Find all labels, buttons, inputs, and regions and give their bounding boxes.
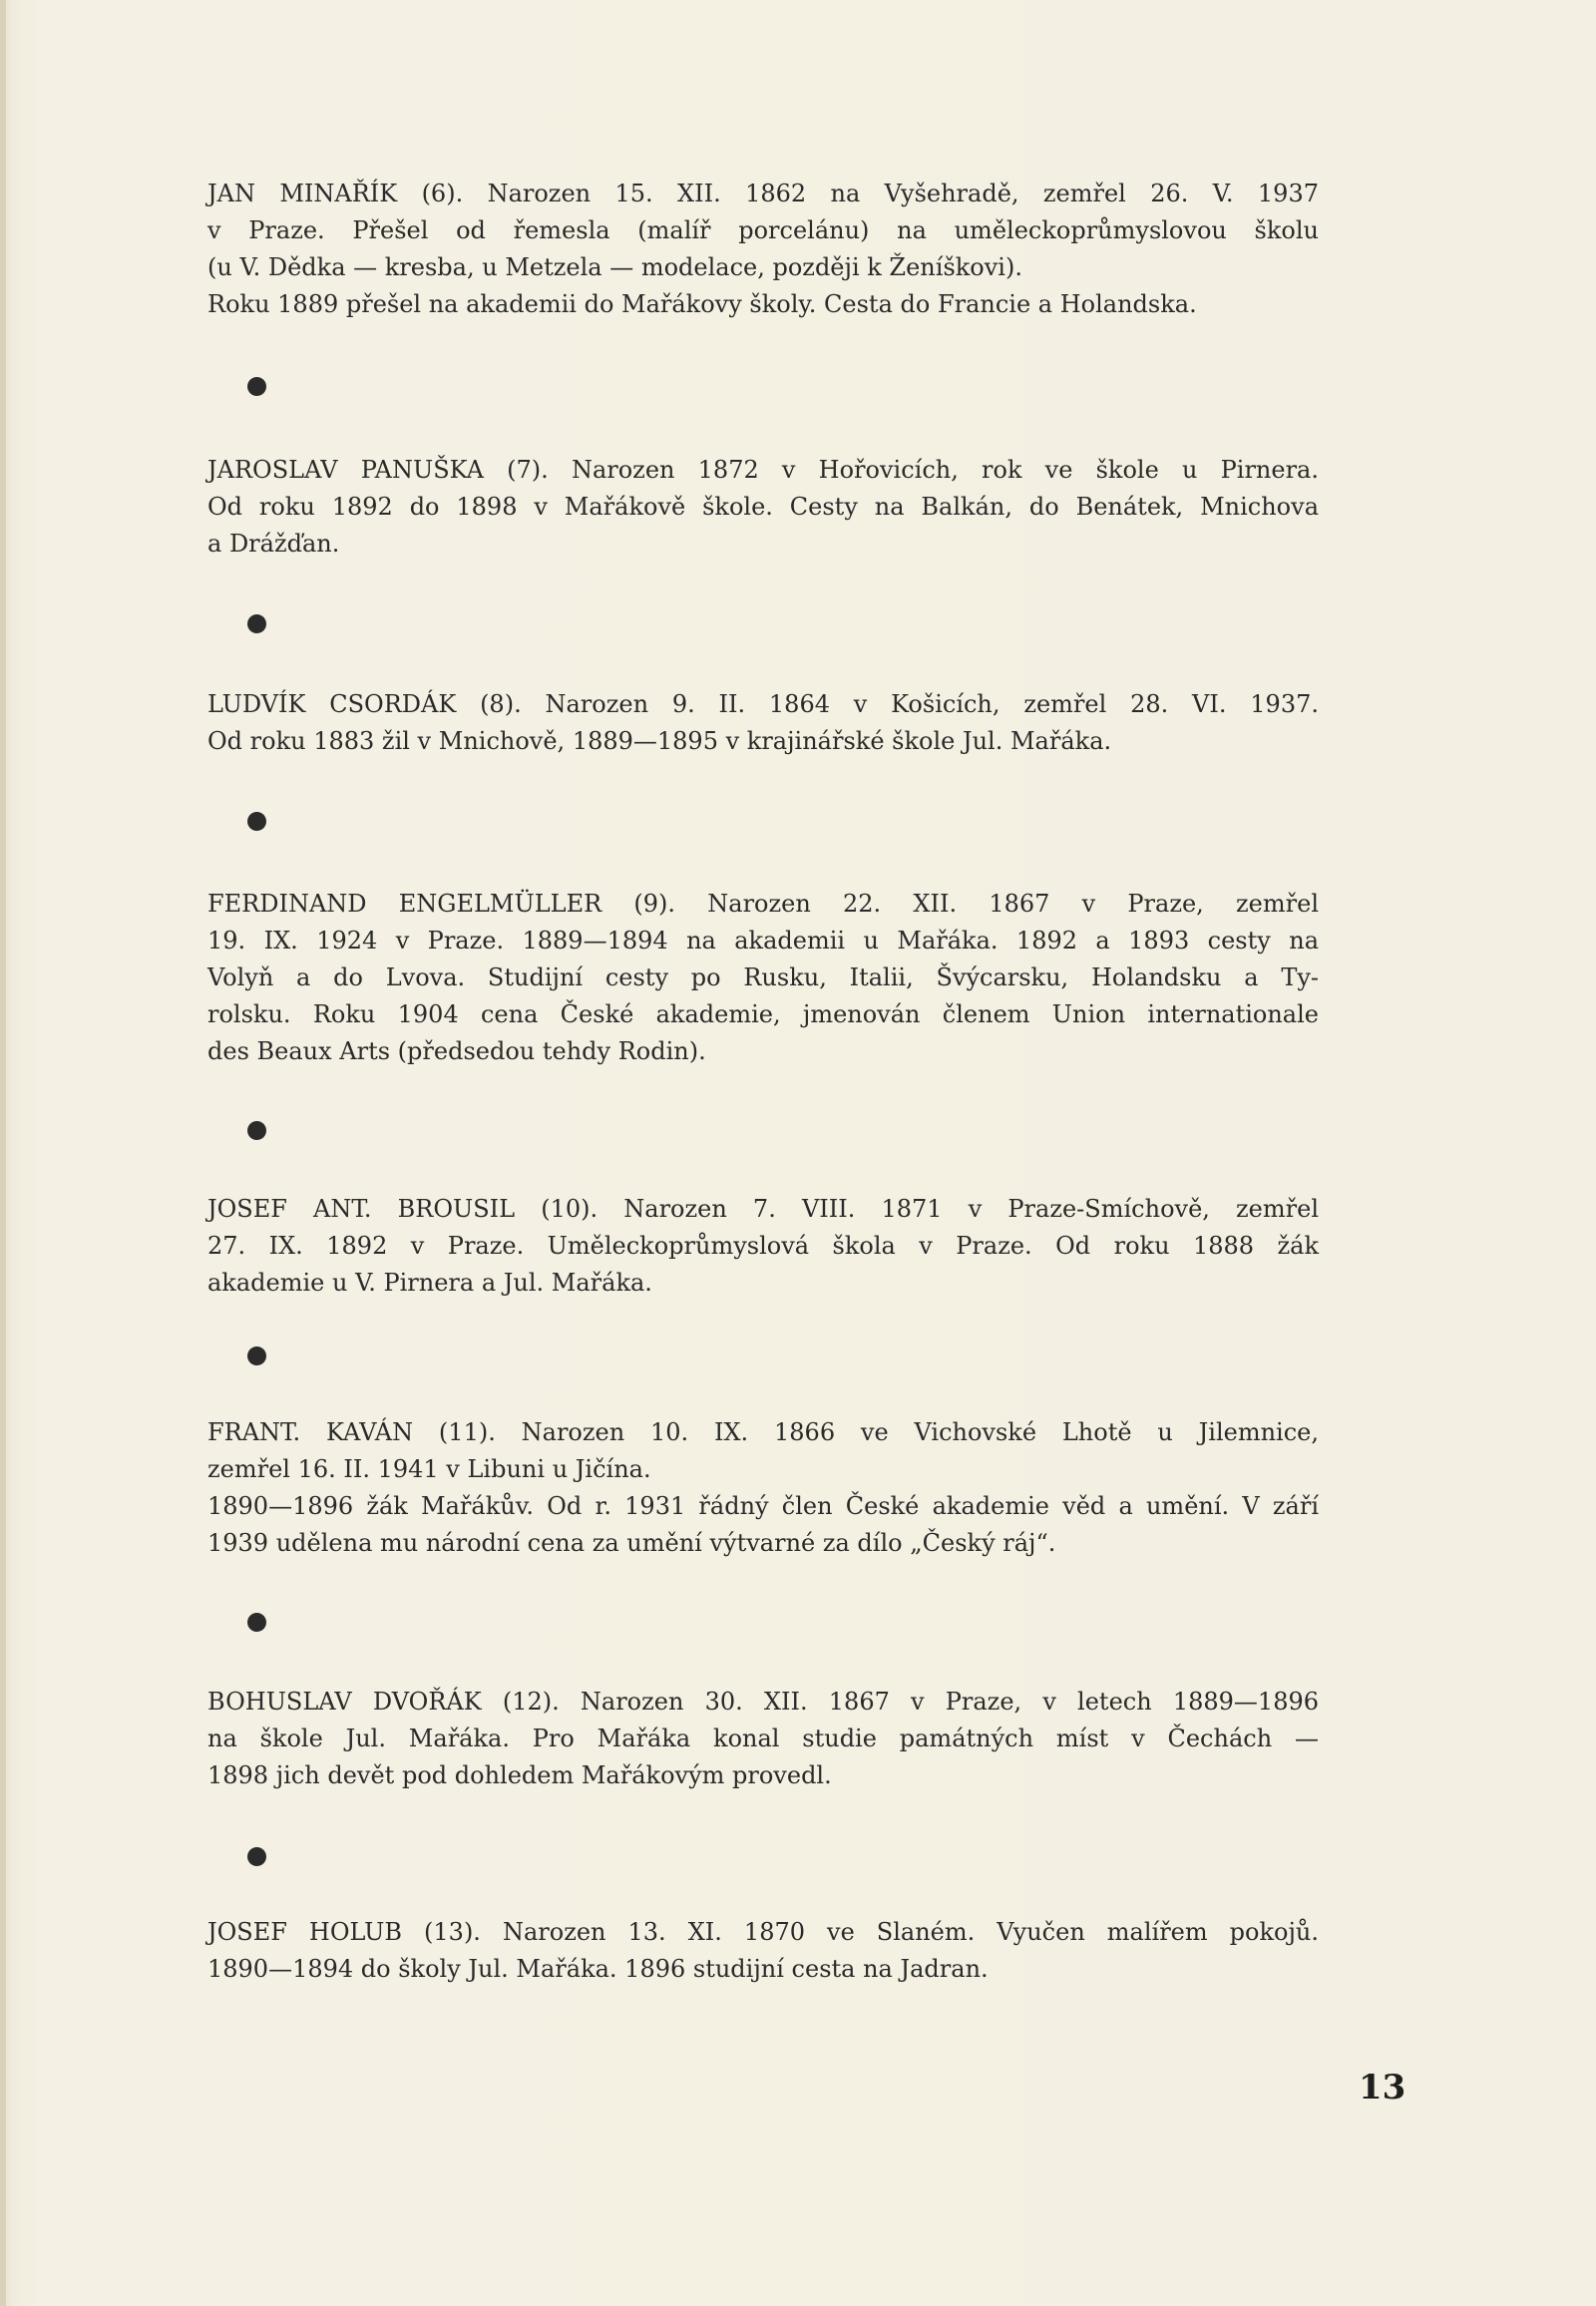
text-line: JOSEF HOLUB (13). Narozen 13. XI. 1870 ve Slaném. Vyučen malířem pokojů. (207, 1918, 1319, 1946)
text-line: rolsku. Roku 1904 cena České akademie, jmenován členem Union internationale (207, 1000, 1319, 1028)
entry-kavan (207, 1414, 1319, 1562)
entry-text (207, 176, 1319, 323)
bullet-separator (247, 614, 266, 633)
text-line: BOHUSLAV DVOŘÁK (12). Narozen 30. XII. 1867 v Praze, v letech 1889—1896 (207, 1688, 1319, 1716)
entry-text (207, 1414, 1319, 1562)
bullet-separator (247, 377, 266, 396)
text-line: a Drážďan. (207, 530, 340, 558)
entry-text (207, 686, 1319, 760)
bullet-separator (247, 1346, 266, 1365)
entry-text (207, 452, 1319, 563)
text-line: Volyň a do Lvova. Studijní cesty po Rusku, Italii, Švýcarsku, Holandsku a Ty- (207, 963, 1319, 991)
text-line: 1898 jich devět pod dohledem Mařákovým provedl. (207, 1761, 832, 1789)
bullet-separator (247, 1121, 266, 1140)
entry-text (207, 886, 1319, 1070)
text-line: des Beaux Arts (předsedou tehdy Rodin). (207, 1037, 706, 1065)
binding-edge (0, 0, 6, 2306)
text-line: 1939 udělena mu národní cena za umění výtvarné za dílo „Český ráj“. (207, 1529, 1056, 1557)
entry-dvorak (207, 1684, 1319, 1794)
text-line: LUDVÍK CSORDÁK (8). Narozen 9. II. 1864 v Košicích, zemřel 28. VI. 1937. (207, 690, 1319, 718)
text-line: na škole Jul. Mařáka. Pro Mařáka konal studie památných míst v Čechách — (207, 1725, 1319, 1752)
text-line: JAROSLAV PANUŠKA (7). Narozen 1872 v Hořovicích, rok ve škole u Pirnera. (207, 456, 1319, 484)
text-line: akademie u V. Pirnera a Jul. Mařáka. (207, 1269, 652, 1297)
text-line: zemřel 16. II. 1941 v Libuni u Jičína. (207, 1455, 651, 1483)
page-number: 13 (1359, 2068, 1406, 2108)
entry-brousil (207, 1191, 1319, 1302)
entry-text (207, 1191, 1319, 1302)
text-line: Roku 1889 přešel na akademii do Mařákovy školy. Cesta do Francie a Holandska. (207, 290, 1197, 318)
text-line: Od roku 1892 do 1898 v Mařákově škole. Cesty na Balkán, do Benátek, Mnichova (207, 493, 1319, 521)
text-line: (u V. Dědka — kresba, u Metzela — modelace, později k Ženíškovi). (207, 253, 1022, 281)
entry-minarik (207, 176, 1319, 323)
text-line: v Praze. Přešel od řemesla (malíř porcelánu) na uměleckoprůmyslovou školu (207, 216, 1319, 244)
text-line: JOSEF ANT. BROUSIL (10). Narozen 7. VIII. 1871 v Praze-Smíchově, zemřel (207, 1195, 1319, 1223)
bullet-separator (247, 812, 266, 831)
entry-engelmuller (207, 886, 1319, 1070)
entry-csordak (207, 686, 1319, 760)
text-line: 1890—1894 do školy Jul. Mařáka. 1896 studijní cesta na Jadran. (207, 1955, 989, 1983)
text-line: 1890—1896 žák Mařákův. Od r. 1931 řádný člen České akademie věd a umění. V září (207, 1492, 1319, 1520)
text-line: FRANT. KAVÁN (11). Narozen 10. IX. 1866 ve Vichovské Lhotě u Jilemnice, (207, 1418, 1319, 1446)
text-line: FERDINAND ENGELMÜLLER (9). Narozen 22. XII. 1867 v Praze, zemřel (207, 890, 1319, 918)
text-line: JAN MINAŘÍK (6). Narozen 15. XII. 1862 na Vyšehradě, zemřel 26. V. 1937 (207, 180, 1319, 207)
entry-text (207, 1914, 1319, 1988)
text-line: 27. IX. 1892 v Praze. Uměleckoprůmyslová škola v Praze. Od roku 1888 žák (207, 1232, 1319, 1260)
text-line: Od roku 1883 žil v Mnichově, 1889—1895 v krajinářské škole Jul. Mařáka. (207, 727, 1112, 755)
text-line: 19. IX. 1924 v Praze. 1889—1894 na akademii u Mařáka. 1892 a 1893 cesty na (207, 927, 1319, 955)
entry-holub (207, 1914, 1319, 1988)
bullet-separator (247, 1847, 266, 1866)
entry-text (207, 1684, 1319, 1794)
entry-panuska (207, 452, 1319, 563)
bullet-separator (247, 1613, 266, 1632)
